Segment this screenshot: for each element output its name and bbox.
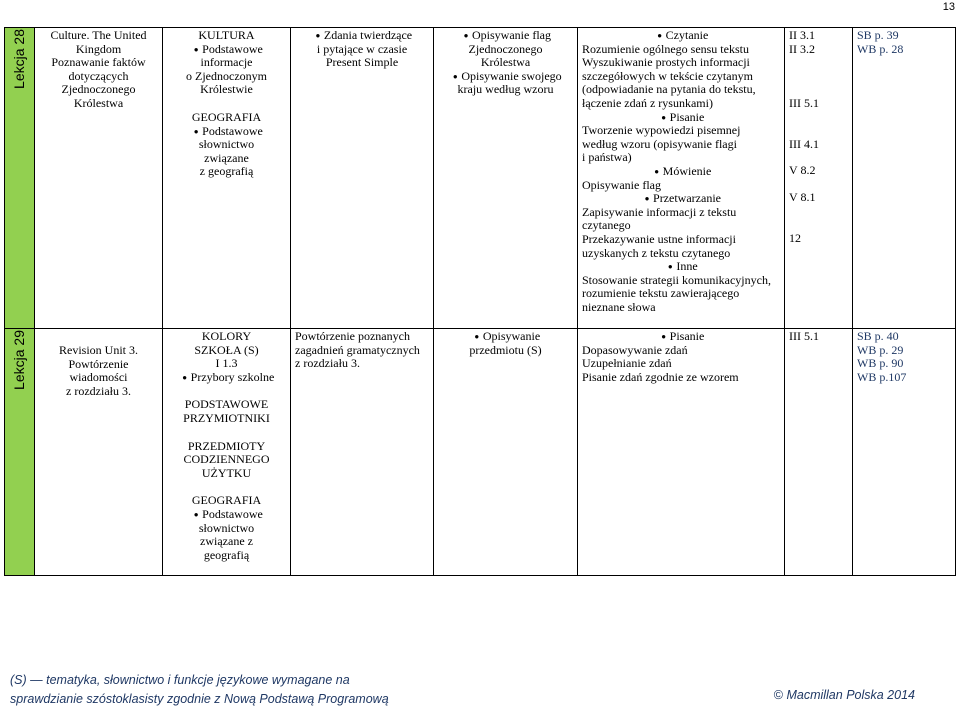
function-item-cont: kraju według wzoru bbox=[457, 82, 554, 97]
lesson-label: Lekcja 29 bbox=[10, 330, 27, 390]
topic-description: z rozdziału 3. bbox=[66, 383, 131, 398]
vocabulary-cell bbox=[163, 28, 291, 329]
vocab-item-cont: o Zjednoczonym bbox=[186, 68, 267, 83]
topic-title: Revision Unit 3. bbox=[58, 343, 138, 357]
material-ref: WB p.107 bbox=[857, 369, 907, 384]
materials-cell bbox=[853, 28, 956, 329]
material-ref: SB p. 39 bbox=[857, 28, 899, 42]
function-item: ● Opisywanie flag bbox=[438, 29, 573, 43]
vocab-category-title: PODSTAWOWE bbox=[184, 397, 269, 412]
curriculum-code: II 3.2 bbox=[789, 41, 815, 56]
vocab-category-title: SZKOŁA (S) bbox=[194, 342, 259, 357]
curriculum-codes-cell bbox=[785, 329, 853, 576]
function-item: ● Opisywanie bbox=[438, 330, 573, 344]
skill-line: Pisanie zdań zgodnie ze wzorem bbox=[582, 369, 739, 384]
skill-heading: ● Czytanie bbox=[582, 29, 780, 43]
vocab-category-title: KOLORY bbox=[201, 329, 252, 343]
skills-cell bbox=[578, 28, 785, 329]
grammar-cell bbox=[291, 329, 434, 576]
skill-line: Przekazywanie ustne informacji bbox=[582, 231, 736, 246]
skill-line: czytanego bbox=[582, 218, 631, 233]
curriculum-code: III 5.1 bbox=[789, 96, 819, 111]
vocab-category-title: GEOGRAFIA bbox=[191, 493, 262, 508]
topic-title: Culture. The United Kingdom bbox=[50, 28, 147, 56]
grammar-line: z rozdziału 3. bbox=[295, 356, 360, 371]
material-ref: WB p. 90 bbox=[857, 356, 904, 371]
skill-line: Dopasowywanie zdań bbox=[582, 342, 688, 357]
skill-heading: ● Pisanie bbox=[582, 330, 780, 344]
page-number: 13 bbox=[942, 1, 955, 13]
curriculum-code: V 8.2 bbox=[789, 163, 816, 178]
lesson-row-28 bbox=[5, 28, 956, 329]
skill-line: uzyskanych z tekstu czytanego bbox=[582, 245, 731, 260]
vocab-item-cont: geografią bbox=[203, 547, 250, 562]
curriculum-code: III 5.1 bbox=[789, 329, 819, 343]
grammar-line: zagadnień gramatycznych bbox=[295, 342, 420, 357]
skill-heading: ● Przetwarzanie bbox=[582, 192, 780, 206]
skill-line: według wzoru (opisywanie flagi bbox=[582, 136, 737, 151]
vocab-item-cont: słownictwo bbox=[198, 137, 255, 152]
skill-line: (odpowiadanie na pytania do tekstu, bbox=[582, 82, 756, 97]
vocab-category-title: PRZEDMIOTY bbox=[187, 438, 266, 453]
grammar-item-cont: i pytające w czasie bbox=[316, 41, 408, 56]
vocabulary-cell bbox=[163, 329, 291, 576]
vocab-item-cont: słownictwo bbox=[198, 520, 255, 535]
vocab-category-title: PRZYMIOTNIKI bbox=[183, 410, 270, 425]
lesson-row-29 bbox=[5, 329, 956, 576]
grammar-line: Powtórzenie poznanych bbox=[295, 329, 410, 343]
grammar-cell bbox=[291, 28, 434, 329]
vocab-item-cont: Królestwie bbox=[200, 82, 253, 97]
curriculum-code: III 4.1 bbox=[789, 136, 819, 151]
skill-line: Wyszukiwanie prostych informacji bbox=[582, 55, 750, 70]
skill-line: Tworzenie wypowiedzi pisemnej bbox=[582, 123, 741, 138]
vocab-item-cont: związane bbox=[204, 150, 249, 165]
topic-description: Powtórzenie bbox=[68, 356, 129, 371]
vocab-category-title: KULTURA bbox=[198, 28, 255, 42]
vocab-item-cont: informacje bbox=[200, 55, 253, 70]
grammar-item-cont: Present Simple bbox=[325, 55, 399, 70]
function-item-cont: Zjednoczonego bbox=[468, 41, 543, 56]
footnote bbox=[10, 671, 389, 709]
function-item-cont: przedmiotu (S) bbox=[469, 342, 542, 357]
vocab-category-title: UŻYTKU bbox=[201, 465, 252, 480]
topic-cell bbox=[35, 329, 163, 576]
skill-line: rozumienie tekstu zawierającego bbox=[582, 286, 740, 301]
skill-line: i państwa) bbox=[582, 150, 632, 165]
vocab-item: ● Podstawowe bbox=[167, 508, 286, 522]
vocab-category-title: GEOGRAFIA bbox=[191, 109, 262, 124]
skill-line: Opisywanie flag bbox=[582, 177, 661, 192]
material-ref: WB p. 29 bbox=[857, 342, 904, 357]
function-item: ● Opisywanie swojego bbox=[438, 70, 573, 84]
vocab-item-cont: z geografią bbox=[199, 164, 254, 179]
lesson-plan-table bbox=[4, 27, 956, 576]
curriculum-codes-cell bbox=[785, 28, 853, 329]
vocab-curriculum-ref: I 1.3 bbox=[215, 356, 238, 371]
copyright bbox=[774, 689, 915, 703]
vocab-item: ● Podstawowe bbox=[167, 125, 286, 139]
topic-cell bbox=[35, 28, 163, 329]
skill-line: Uzupełnianie zdań bbox=[582, 356, 672, 371]
skill-line: Stosowanie strategii komunikacyjnych, bbox=[582, 272, 771, 287]
skill-heading: ● Pisanie bbox=[582, 111, 780, 125]
vocab-item: ● Podstawowe bbox=[167, 43, 286, 57]
vocab-item: ● Przybory szkolne bbox=[167, 371, 286, 385]
footnote-line: (S) — tematyka, słownictwo i funkcje językowe wymagane na bbox=[10, 673, 350, 687]
topic-description: wiadomości bbox=[69, 370, 128, 385]
copyright-text: Macmillan Polska 2014 bbox=[786, 688, 915, 702]
copyright-symbol: © bbox=[773, 688, 783, 702]
skills-cell bbox=[578, 329, 785, 576]
grammar-item: ● Zdania twierdzące bbox=[295, 29, 429, 43]
function-item-cont: Królestwa bbox=[480, 55, 531, 70]
material-ref: WB p. 28 bbox=[857, 41, 904, 56]
curriculum-code: V 8.1 bbox=[789, 189, 816, 204]
curriculum-code: 12 bbox=[789, 230, 801, 245]
functions-cell bbox=[434, 28, 578, 329]
skill-heading: ● Inne bbox=[582, 260, 780, 274]
skill-line: Zapisywanie informacji z tekstu bbox=[582, 204, 737, 219]
vocab-item-cont: związane z bbox=[200, 534, 253, 549]
curriculum-code: II 3.1 bbox=[789, 28, 815, 42]
materials-cell bbox=[853, 329, 956, 576]
skill-line: szczegółowych w tekście czytanym bbox=[582, 68, 753, 83]
lesson-label-cell bbox=[5, 28, 35, 329]
skill-line: nieznane słowa bbox=[582, 299, 656, 314]
lesson-label-cell bbox=[5, 329, 35, 576]
functions-cell bbox=[434, 329, 578, 576]
topic-description: Poznawanie faktów dotyczących Zjednoczonego Królestwa bbox=[51, 55, 146, 110]
footnote-line: sprawdzianie szóstoklasisty zgodnie z Nową Podstawą Programową bbox=[10, 692, 389, 706]
skill-line: łączenie zdań z rysunkami) bbox=[582, 95, 713, 110]
skill-line: Rozumienie ogólnego sensu tekstu bbox=[582, 41, 749, 56]
material-ref: SB p. 40 bbox=[857, 329, 899, 343]
vocab-category-title: CODZIENNEGO bbox=[183, 452, 270, 467]
lesson-label: Lekcja 28 bbox=[10, 29, 27, 89]
skill-heading: ● Mówienie bbox=[582, 165, 780, 179]
